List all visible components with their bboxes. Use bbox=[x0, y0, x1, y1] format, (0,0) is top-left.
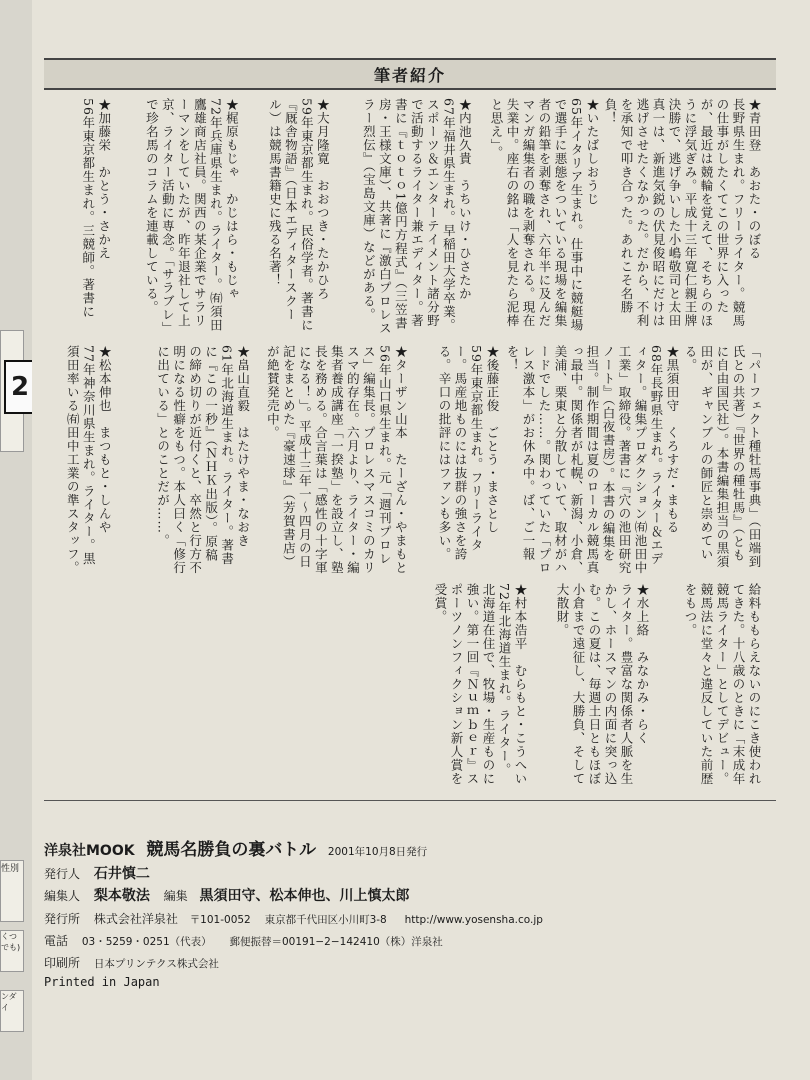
publisher-label: 発行人 bbox=[44, 867, 81, 881]
bio-goto: ★後藤正俊 ごとう・まさとし 59年東京都生まれ。フリーライター。馬産地ものには抜群の強さを誇る。辛口の批評にはファンも多い。 bbox=[437, 345, 500, 561]
bio-row-2 bbox=[54, 345, 762, 575]
bio-kurosuda-cont: 給料ももらえないのにこき使われてきた。十八歳のときに「末成年競馬ライター」としてデビュー。競馬法に堂々と違反していた前歴をもつ。 bbox=[683, 583, 762, 786]
bio-aota: ★青田登 あおた・のぼる 長野県生まれ。フリーライター。競馬の仕事がしたくてこの世界に入ったが、最近は競輪を覚えて、そちらのほうに浮気ぎみ。平成十三年寛仁親王牌決勝で、逃げ争いした小嶋敬司と太田真一は、新進気鋭の伏見俊昭にだけは逃げさせたくなかった。だから、不利を承知で叩き合った。あれこそ名勝負！ bbox=[603, 98, 762, 328]
edit-label: 編集 bbox=[163, 889, 188, 903]
form-fragment-gender: 性別 bbox=[0, 860, 24, 922]
bio-row-3 bbox=[54, 583, 762, 788]
page-title: 筆者紹介 bbox=[373, 66, 446, 85]
editor-name: 梨本敬法 bbox=[93, 888, 150, 904]
company-name: 株式会社洋泉社 bbox=[93, 912, 178, 926]
colophon bbox=[44, 815, 784, 1015]
publisher-name: 石井慎二 bbox=[93, 866, 150, 882]
bio-uchiike: ★内池久貴 うちいけ・ひさたか 67年福井県生まれ。早稲田大学卒業。スポーツ＆エンターテイメント諸分野で活動するライター兼エディター。著書に『ｔｏｔｏ1億円方程式』（三笠書房・王様文庫）、共著に『激白プロレスラー烈伝』（宝島文庫）などがある。 bbox=[361, 98, 473, 335]
printed-in-japan: Printed in Japan bbox=[44, 975, 160, 989]
form-fragment-text-2: ンダイ bbox=[0, 990, 24, 1032]
bio-tarzan: ★ターザン山本 たーざん・やまもと 56年山口県生まれ。元「週刊プロレス」編集長。プロレスマスコミのカリスマ的存在。六月より、ライター・編集者養成講座「一揆塾」を設立し、塾長を務める。合言葉は「感性の十字軍になる！」。平成十三年一〜四月の日記をまとめた『豪速球』（芳賀書店）が絶賛発売中。 bbox=[265, 345, 409, 575]
mook-label: 洋泉社MOOK bbox=[44, 843, 135, 859]
bio-itabashi: ★いたばしおうじ 65年イタリア生まれ。仕事中に競艇場で選手に悪態をついている現場を編集者の鉛筆を剥奪され、六年半に及んだマンガ編集者の職を剥奪される。現在失業中。座右の銘は「人を見たら泥棒と思え」。 bbox=[489, 98, 600, 332]
phone-number: 03・5259・0251（代表） bbox=[81, 936, 212, 948]
bio-hatakeyama: ★畠山直毅 はたけやま・なおき 61年北海道生まれ。ライター。著書に『この一秒』（ＮＨＫ出版）。原稿の締め切りが近付くと、卒然と行方不明になる性癖をもつ。本人曰く「修行に出ている」とのことだが……。 bbox=[155, 345, 251, 575]
bio-kato: ★加藤栄 かとう・さかえ 56年東京都生まれ。三競師。著書に bbox=[80, 98, 112, 319]
bio-aota-cont: 「パーフェクト種牡馬事典」（田端到氏との共著）『世界の種牡馬』（ともに自由国民社）。本書編集担当の黒須田が、ギャンブルの師匠と崇めている。 bbox=[683, 345, 762, 569]
publish-date: 2001年10月8日発行 bbox=[327, 846, 428, 858]
section-number-box: 2 bbox=[4, 360, 36, 414]
office-label: 発行所 bbox=[44, 912, 81, 926]
colophon-divider bbox=[44, 800, 776, 801]
address: 東京都千代田区小川町3-8 bbox=[264, 914, 387, 926]
bio-otsuki: ★大月隆寛 おおつき・たかひろ 59年東京都生まれ。民俗学者。著書に『厩舎物語』（日本エディタースクール）は競馬書籍史に残る名著！ bbox=[267, 98, 331, 332]
bio-minakami: ★水上絡 みなかみ・らく ライター。豊富な関係者人脈を生かし、ホースマンの内面に突っ込む。この夏は、毎週土日ともほぼ小倉まで遠征し、大勝負、そして大散財。 bbox=[555, 583, 650, 786]
book-title: 競馬名勝負の裏バトル bbox=[146, 840, 317, 860]
postal-code: 〒101-0052 bbox=[189, 914, 251, 926]
adjacent-page-edge bbox=[0, 0, 34, 1080]
postal-transfer: 郵便振替＝00191−2−142410（株）洋泉社 bbox=[229, 936, 443, 948]
printer-label: 印刷所 bbox=[44, 956, 81, 970]
website-url: http://www.yosensha.co.jp bbox=[404, 914, 543, 926]
bio-kurosuda: ★黒須田守 くろすだ・まもる 68年長野県生まれ。ライター＆エディター。編集プロダクション㈲池田中工業」取締役。著書に『穴の池田研究ノート』（白夜書房）。本書の編集を担当。制作期間は夏のローカル競馬真っ最中。関係者が札幌、新潟、小倉、美浦、栗東と分散していて、取材がハードでした……。関わっていた「プロレス激本」がお休み中。ば、ご一報を！ bbox=[505, 345, 680, 575]
editor-label: 編集人 bbox=[44, 889, 81, 903]
bio-muramoto: ★村本浩平 むらもと・こうへい 72年北海道生まれ。ライター。北海道在住で、牧場・生産ものに強い。第一回『Ｎｕｍｂｅｒ』スポーツノンフィクション新人賞を受賞。 bbox=[433, 583, 528, 786]
section-header bbox=[44, 58, 776, 90]
bio-kajiwara: ★梶原もじゃ かじはら・もじゃ 72年兵庫県生まれ。ライター。㈲須田鷹雄商店社員。関西の某企業でサラリーマンをしていたが、昨年退社して上京、ライター活動に専念。「サラブレ」で珍名馬のコラムを連載している。 bbox=[144, 98, 240, 335]
bio-matsumoto: ★松本伸也 まつもと・しんや 77年神奈川県生まれ。ライター。黒須田率いる㈲田中工業の準スタッフ。 bbox=[65, 345, 113, 575]
phone-label: 電話 bbox=[44, 934, 69, 948]
bio-row-1 bbox=[54, 98, 762, 338]
edit-names: 黒須田守、松本伸也、川上慎太郎 bbox=[199, 888, 410, 904]
form-fragment-text: くつでも) bbox=[0, 930, 24, 972]
printer-name: 日本プリンテクス株式会社 bbox=[93, 958, 219, 970]
